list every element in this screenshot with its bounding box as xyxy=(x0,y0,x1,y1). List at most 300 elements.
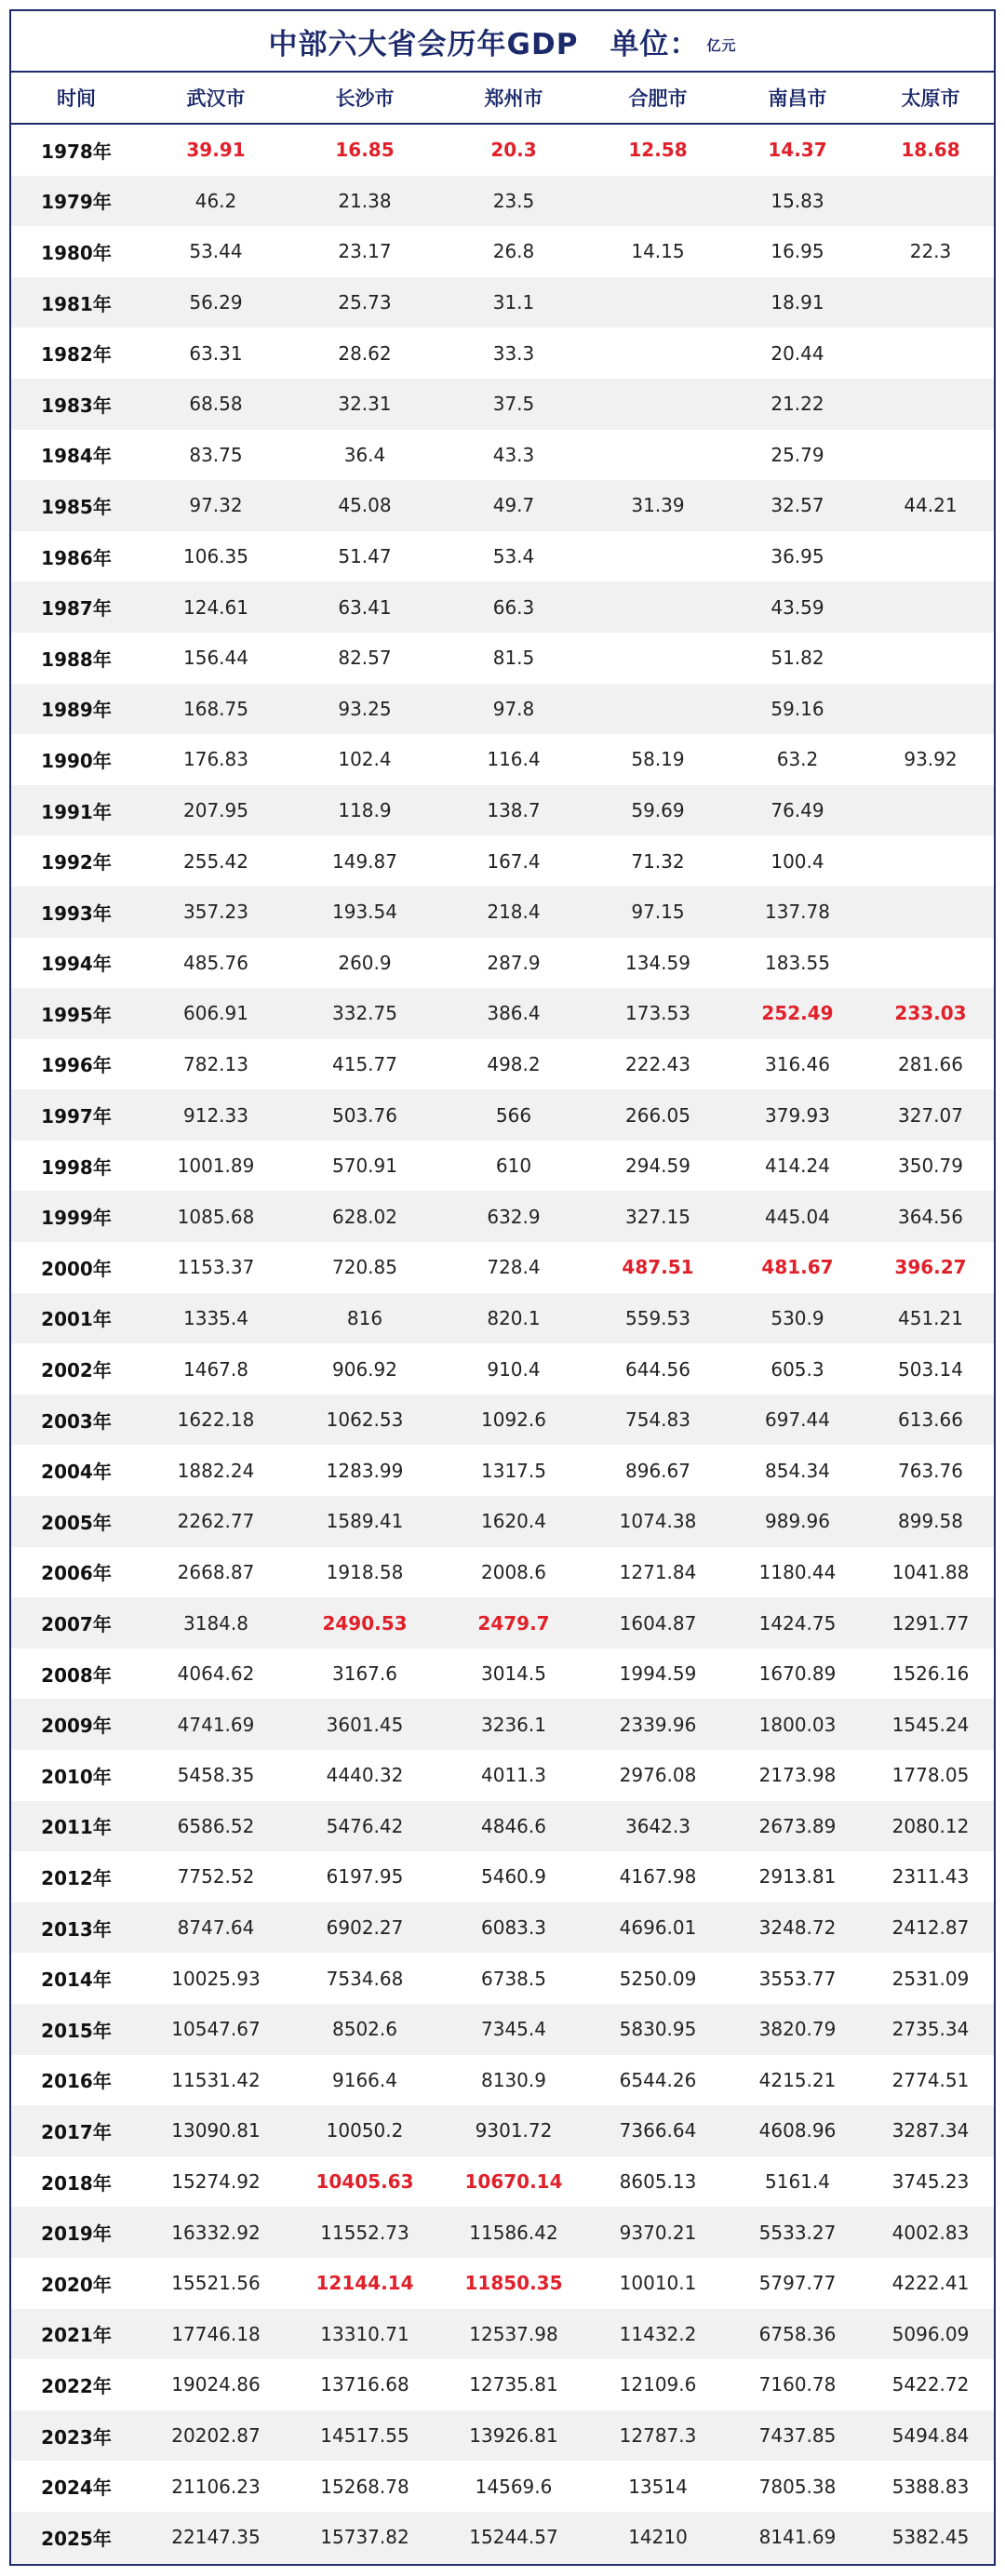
value-cell: 6544.26 xyxy=(619,2068,697,2091)
year-cell: 2006年 xyxy=(41,1562,112,1585)
value-cell: 782.13 xyxy=(183,1052,248,1075)
header-taiyuan: 太原市 xyxy=(867,73,994,124)
value-cell: 15.83 xyxy=(770,189,824,212)
value-cell: 22147.35 xyxy=(171,2526,261,2549)
table-row xyxy=(11,1648,994,1700)
value-cell xyxy=(588,430,728,481)
value-cell: 1041.88 xyxy=(891,1560,970,1583)
value-cell: 39.91 xyxy=(186,139,246,162)
value-cell: 176.83 xyxy=(183,748,248,771)
table-row xyxy=(11,226,994,277)
year-cell: 2025年 xyxy=(41,2527,112,2550)
table-row xyxy=(11,1089,994,1141)
value-cell: 1317.5 xyxy=(481,1459,546,1482)
value-cell xyxy=(867,176,994,227)
table-row xyxy=(11,2207,994,2258)
value-cell: 25.73 xyxy=(338,291,392,314)
header-hefei: 合肥市 xyxy=(588,73,728,124)
value-cell: 46.2 xyxy=(194,189,237,212)
year-cell: 2019年 xyxy=(41,2222,112,2246)
value-cell: 613.66 xyxy=(898,1408,963,1432)
value-cell xyxy=(588,176,728,227)
value-cell: 8747.64 xyxy=(177,1916,255,1940)
value-cell: 12.58 xyxy=(628,139,688,162)
table-row xyxy=(11,835,994,887)
value-cell: 1994.59 xyxy=(619,1662,697,1686)
value-cell: 106.35 xyxy=(183,545,248,568)
table-row xyxy=(11,1851,994,1902)
year-cell: 2009年 xyxy=(41,1715,112,1738)
value-cell: 207.95 xyxy=(183,799,248,822)
value-cell: 4440.32 xyxy=(326,1764,404,1787)
value-cell: 1424.75 xyxy=(758,1611,837,1635)
value-cell: 7366.64 xyxy=(619,2119,697,2142)
table-row xyxy=(11,1801,994,1852)
value-cell xyxy=(867,633,994,684)
year-cell: 1999年 xyxy=(41,1207,112,1230)
value-cell: 3236.1 xyxy=(481,1713,546,1736)
value-cell: 82.57 xyxy=(338,647,392,670)
value-cell xyxy=(867,785,994,836)
value-cell: 118.9 xyxy=(338,799,392,822)
value-cell: 697.44 xyxy=(765,1408,830,1432)
value-cell: 899.58 xyxy=(898,1510,963,1533)
value-cell: 5533.27 xyxy=(758,2221,837,2244)
value-cell: 294.59 xyxy=(625,1155,690,1178)
year-cell: 1991年 xyxy=(41,800,112,823)
table-row xyxy=(11,531,994,582)
value-cell: 7345.4 xyxy=(481,2018,546,2041)
value-cell: 1092.6 xyxy=(481,1408,546,1432)
value-cell: 1467.8 xyxy=(183,1357,248,1381)
value-cell: 252.49 xyxy=(761,1002,834,1025)
value-cell: 8605.13 xyxy=(619,2170,697,2194)
table-row xyxy=(11,1953,994,2004)
value-cell: 6738.5 xyxy=(481,1967,546,1990)
value-cell: 43.3 xyxy=(492,443,535,466)
value-cell: 8502.6 xyxy=(332,2018,397,2041)
value-cell: 2913.81 xyxy=(758,1865,837,1889)
value-cell: 8141.69 xyxy=(758,2526,837,2549)
value-cell: 327.15 xyxy=(625,1205,690,1228)
year-cell: 1986年 xyxy=(41,546,112,569)
table-row xyxy=(11,1902,994,1954)
value-cell: 3745.23 xyxy=(891,2170,970,2194)
value-cell: 19024.86 xyxy=(171,2373,261,2396)
table-row xyxy=(11,1141,994,1192)
table-row xyxy=(11,887,994,938)
header-time: 时间 xyxy=(11,73,141,124)
value-cell: 632.9 xyxy=(487,1205,541,1228)
value-cell: 97.15 xyxy=(631,901,685,924)
value-cell: 7805.38 xyxy=(758,2475,837,2498)
value-cell: 12735.81 xyxy=(469,2373,558,2396)
value-cell: 364.56 xyxy=(898,1205,963,1228)
value-cell: 71.32 xyxy=(631,849,685,873)
value-cell: 93.25 xyxy=(338,697,392,720)
table-row xyxy=(11,734,994,785)
value-cell: 2412.87 xyxy=(891,1916,970,1940)
value-cell: 570.91 xyxy=(332,1155,397,1178)
value-cell: 32.57 xyxy=(770,494,824,517)
value-cell: 193.54 xyxy=(332,901,397,924)
year-cell: 2000年 xyxy=(41,1257,112,1280)
value-cell: 530.9 xyxy=(770,1306,824,1329)
value-cell: 15737.82 xyxy=(320,2526,409,2549)
value-cell xyxy=(867,327,994,379)
value-cell: 2080.12 xyxy=(891,1814,970,1837)
value-cell: 1283.99 xyxy=(326,1459,404,1482)
year-cell: 1988年 xyxy=(41,647,112,671)
value-cell: 1778.05 xyxy=(891,1764,970,1787)
value-cell: 1074.38 xyxy=(619,1510,697,1533)
value-cell: 14.15 xyxy=(631,240,685,263)
value-cell: 4696.01 xyxy=(619,1916,697,1940)
year-cell: 2016年 xyxy=(41,2070,112,2093)
value-cell: 1001.89 xyxy=(177,1155,255,1178)
page-title xyxy=(11,11,994,71)
year-cell: 2002年 xyxy=(41,1359,112,1382)
table-row xyxy=(11,327,994,379)
value-cell: 2008.6 xyxy=(481,1560,546,1583)
value-cell: 63.41 xyxy=(338,595,392,619)
year-cell: 1994年 xyxy=(41,953,112,976)
header-row xyxy=(11,73,994,124)
gdp-table xyxy=(11,73,994,2563)
year-cell: 1992年 xyxy=(41,851,112,874)
year-cell: 2010年 xyxy=(41,1765,112,1788)
title-main: 中部六大省会历年GDP xyxy=(268,27,579,61)
value-cell: 49.7 xyxy=(492,494,535,517)
value-cell: 854.34 xyxy=(765,1459,830,1482)
value-cell: 1800.03 xyxy=(758,1713,837,1736)
value-cell: 2490.53 xyxy=(322,1611,408,1635)
value-cell: 4064.62 xyxy=(177,1662,255,1686)
value-cell: 912.33 xyxy=(183,1103,248,1127)
value-cell: 26.8 xyxy=(492,240,535,263)
value-cell: 31.39 xyxy=(631,494,685,517)
year-cell: 1997年 xyxy=(41,1105,112,1128)
header-changsha: 长沙市 xyxy=(290,73,439,124)
value-cell: 36.4 xyxy=(343,443,386,466)
value-cell: 386.4 xyxy=(487,1002,541,1025)
value-cell xyxy=(588,327,728,379)
year-cell: 1993年 xyxy=(41,901,112,925)
year-cell: 2015年 xyxy=(41,2019,112,2042)
value-cell: 266.05 xyxy=(625,1103,690,1127)
table-row xyxy=(11,684,994,735)
value-cell: 134.59 xyxy=(625,951,690,974)
value-cell: 820.1 xyxy=(487,1306,541,1329)
value-cell: 56.29 xyxy=(189,291,243,314)
value-cell: 59.16 xyxy=(770,697,824,720)
value-cell: 9370.21 xyxy=(619,2221,697,2244)
value-cell: 1526.16 xyxy=(891,1662,970,1686)
value-cell: 36.95 xyxy=(770,545,824,568)
value-cell: 816 xyxy=(346,1306,383,1329)
value-cell: 12537.98 xyxy=(469,2322,558,2345)
value-cell: 15274.92 xyxy=(171,2170,261,2194)
value-cell: 3553.77 xyxy=(758,1967,837,1990)
value-cell xyxy=(588,581,728,633)
table-row xyxy=(11,1343,994,1395)
value-cell: 28.62 xyxy=(338,341,392,365)
value-cell: 3167.6 xyxy=(332,1662,397,1686)
value-cell: 76.49 xyxy=(770,799,824,822)
value-cell: 124.61 xyxy=(183,595,248,619)
value-cell: 4215.21 xyxy=(758,2068,837,2091)
year-cell: 2020年 xyxy=(41,2273,112,2296)
value-cell: 83.75 xyxy=(189,443,243,466)
value-cell: 63.31 xyxy=(189,341,243,365)
value-cell: 10405.63 xyxy=(315,2170,414,2194)
value-cell: 559.53 xyxy=(625,1306,690,1329)
value-cell: 59.69 xyxy=(631,799,685,822)
value-cell: 10025.93 xyxy=(171,1967,261,1990)
value-cell: 4011.3 xyxy=(481,1764,546,1787)
value-cell: 12144.14 xyxy=(315,2272,414,2295)
value-cell: 63.2 xyxy=(776,748,819,771)
value-cell: 1620.4 xyxy=(481,1510,546,1533)
value-cell: 3248.72 xyxy=(758,1916,837,1940)
year-cell: 1978年 xyxy=(41,140,112,163)
value-cell: 167.4 xyxy=(487,849,541,873)
value-cell: 4846.6 xyxy=(481,1814,546,1837)
table-row xyxy=(11,1293,994,1344)
value-cell: 138.7 xyxy=(487,799,541,822)
value-cell: 16332.92 xyxy=(171,2221,261,2244)
value-cell: 5476.42 xyxy=(326,1814,404,1837)
value-cell: 415.77 xyxy=(332,1052,397,1075)
table-row xyxy=(11,2258,994,2309)
year-cell: 2008年 xyxy=(41,1663,112,1687)
value-cell: 14.37 xyxy=(768,139,827,162)
value-cell: 1918.58 xyxy=(326,1560,404,1583)
value-cell: 20.44 xyxy=(770,341,824,365)
value-cell: 9166.4 xyxy=(332,2068,397,2091)
table-row xyxy=(11,1191,994,1242)
value-cell: 2531.09 xyxy=(891,1967,970,1990)
value-cell: 5382.45 xyxy=(891,2526,970,2549)
value-cell: 3601.45 xyxy=(326,1713,404,1736)
value-cell: 606.91 xyxy=(183,1002,248,1025)
value-cell: 8130.9 xyxy=(481,2068,546,2091)
value-cell: 222.43 xyxy=(625,1052,690,1075)
value-cell: 11531.42 xyxy=(171,2068,261,2091)
header-zhengzhou: 郑州市 xyxy=(439,73,588,124)
table-row xyxy=(11,1395,994,1446)
value-cell: 20202.87 xyxy=(171,2424,261,2448)
header-wuhan: 武汉市 xyxy=(141,73,290,124)
value-cell: 20.3 xyxy=(490,139,537,162)
value-cell: 10050.2 xyxy=(326,2119,404,2142)
value-cell: 2262.77 xyxy=(177,1510,255,1533)
table-row xyxy=(11,1699,994,1750)
year-cell: 1987年 xyxy=(41,597,112,621)
value-cell: 10010.1 xyxy=(619,2272,697,2295)
value-cell: 605.3 xyxy=(770,1357,824,1381)
value-cell: 51.47 xyxy=(338,545,392,568)
value-cell: 728.4 xyxy=(487,1256,541,1279)
gdp-table-frame xyxy=(9,9,996,2566)
value-cell: 487.51 xyxy=(622,1256,694,1279)
value-cell: 168.75 xyxy=(183,697,248,720)
table-row xyxy=(11,2512,994,2563)
value-cell: 1291.77 xyxy=(891,1611,970,1635)
value-cell: 13090.81 xyxy=(171,2119,261,2142)
value-cell: 97.8 xyxy=(492,697,535,720)
year-cell: 1996年 xyxy=(41,1054,112,1077)
value-cell: 9301.72 xyxy=(475,2119,553,2142)
value-cell: 12787.3 xyxy=(619,2424,697,2448)
value-cell: 350.79 xyxy=(898,1155,963,1178)
year-cell: 2024年 xyxy=(41,2476,112,2500)
year-cell: 2004年 xyxy=(41,1461,112,1484)
value-cell: 3014.5 xyxy=(481,1662,546,1686)
value-cell: 4222.41 xyxy=(891,2272,970,2295)
value-cell: 53.44 xyxy=(189,240,243,263)
table-row xyxy=(11,988,994,1039)
value-cell: 1180.44 xyxy=(758,1560,837,1583)
value-cell: 6758.36 xyxy=(758,2322,837,2345)
value-cell: 5096.09 xyxy=(891,2322,970,2345)
value-cell: 628.02 xyxy=(332,1205,397,1228)
table-row xyxy=(11,1242,994,1293)
value-cell: 2735.34 xyxy=(891,2018,970,2041)
table-row xyxy=(11,124,994,176)
value-cell: 379.93 xyxy=(765,1103,830,1127)
table-row xyxy=(11,2055,994,2106)
value-cell xyxy=(867,835,994,887)
value-cell: 7752.52 xyxy=(177,1865,255,1889)
unit-value: 亿元 xyxy=(706,36,737,54)
value-cell: 287.9 xyxy=(487,951,541,974)
table-row xyxy=(11,2004,994,2055)
value-cell: 7534.68 xyxy=(326,1967,404,1990)
value-cell: 5797.77 xyxy=(758,2272,837,2295)
value-cell: 2668.87 xyxy=(177,1560,255,1583)
value-cell: 910.4 xyxy=(487,1357,541,1381)
value-cell: 1622.18 xyxy=(177,1408,255,1432)
year-cell: 2014年 xyxy=(41,1969,112,1992)
value-cell: 218.4 xyxy=(487,901,541,924)
value-cell: 97.32 xyxy=(189,494,243,517)
value-cell: 1604.87 xyxy=(619,1611,697,1635)
value-cell: 13926.81 xyxy=(469,2424,558,2448)
table-row xyxy=(11,379,994,430)
year-cell: 1985年 xyxy=(41,495,112,518)
year-cell: 2012年 xyxy=(41,1866,112,1889)
table-row xyxy=(11,1597,994,1648)
value-cell: 2311.43 xyxy=(891,1865,970,1889)
year-cell: 1979年 xyxy=(41,191,112,214)
value-cell: 566 xyxy=(495,1103,532,1127)
value-cell: 37.5 xyxy=(492,393,535,416)
value-cell: 610 xyxy=(495,1155,532,1178)
value-cell: 7160.78 xyxy=(758,2373,837,2396)
table-header xyxy=(11,73,994,124)
value-cell: 396.27 xyxy=(894,1256,967,1279)
value-cell xyxy=(588,531,728,582)
value-cell: 451.21 xyxy=(898,1306,963,1329)
table-row xyxy=(11,938,994,989)
value-cell: 15244.57 xyxy=(469,2526,558,2549)
value-cell: 10547.67 xyxy=(171,2018,261,2041)
table-row xyxy=(11,2410,994,2462)
value-cell: 4002.83 xyxy=(891,2221,970,2244)
value-cell: 4608.96 xyxy=(758,2119,837,2142)
table-row xyxy=(11,633,994,684)
value-cell: 2673.89 xyxy=(758,1814,837,1837)
unit-label: 单位： xyxy=(610,27,700,61)
year-cell: 2021年 xyxy=(41,2324,112,2347)
value-cell: 13716.68 xyxy=(320,2373,409,2396)
value-cell: 1670.89 xyxy=(758,1662,837,1686)
value-cell: 68.58 xyxy=(189,393,243,416)
value-cell: 32.31 xyxy=(338,393,392,416)
value-cell: 3820.79 xyxy=(758,2018,837,2041)
value-cell: 43.59 xyxy=(770,595,824,619)
value-cell: 183.55 xyxy=(765,951,830,974)
value-cell: 896.67 xyxy=(625,1459,690,1482)
value-cell: 2976.08 xyxy=(619,1764,697,1787)
value-cell: 2339.96 xyxy=(619,1713,697,1736)
value-cell: 5830.95 xyxy=(619,2018,697,2041)
value-cell: 2173.98 xyxy=(758,1764,837,1787)
table-row xyxy=(11,785,994,836)
value-cell xyxy=(867,379,994,430)
value-cell: 3287.34 xyxy=(891,2119,970,2142)
value-cell: 1589.41 xyxy=(326,1510,404,1533)
year-cell: 2003年 xyxy=(41,1409,112,1433)
year-cell: 1981年 xyxy=(41,292,112,315)
value-cell xyxy=(867,938,994,989)
value-cell: 1271.84 xyxy=(619,1560,697,1583)
year-cell: 1983年 xyxy=(41,394,112,417)
table-row xyxy=(11,2105,994,2156)
value-cell: 6197.95 xyxy=(326,1865,404,1889)
value-cell: 17746.18 xyxy=(171,2322,261,2345)
value-cell: 5250.09 xyxy=(619,1967,697,1990)
value-cell: 21.38 xyxy=(338,189,392,212)
value-cell: 5458.35 xyxy=(177,1764,255,1787)
value-cell: 503.14 xyxy=(898,1357,963,1381)
value-cell: 6586.52 xyxy=(177,1814,255,1837)
value-cell: 53.4 xyxy=(492,545,535,568)
value-cell: 414.24 xyxy=(765,1155,830,1178)
value-cell: 25.79 xyxy=(770,443,824,466)
year-cell: 1998年 xyxy=(41,1155,112,1179)
value-cell: 100.4 xyxy=(770,849,824,873)
value-cell: 906.92 xyxy=(332,1357,397,1381)
value-cell: 4741.69 xyxy=(177,1713,255,1736)
value-cell: 81.5 xyxy=(492,647,535,670)
value-cell: 15521.56 xyxy=(171,2272,261,2295)
value-cell: 332.75 xyxy=(332,1002,397,1025)
value-cell: 503.76 xyxy=(332,1103,397,1127)
table-row xyxy=(11,430,994,481)
value-cell: 23.17 xyxy=(338,240,392,263)
value-cell: 14210 xyxy=(628,2526,688,2549)
value-cell: 6083.3 xyxy=(481,1916,546,1940)
table-row xyxy=(11,2309,994,2360)
value-cell xyxy=(588,379,728,430)
value-cell: 11432.2 xyxy=(619,2322,697,2345)
year-cell: 2001年 xyxy=(41,1308,112,1331)
value-cell xyxy=(867,581,994,633)
value-cell: 1062.53 xyxy=(326,1408,404,1432)
value-cell: 327.07 xyxy=(898,1103,963,1127)
